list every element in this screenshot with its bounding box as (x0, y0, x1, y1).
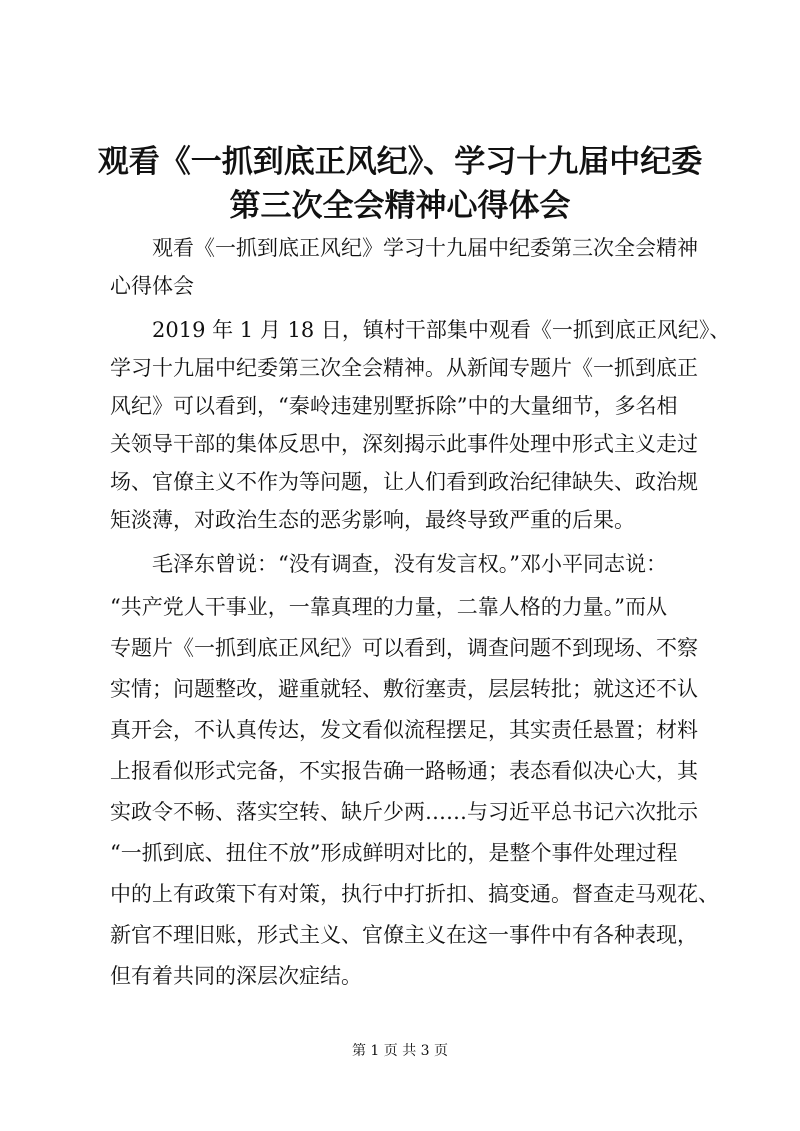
document-title-line-2: 第三次全会精神心得体会 (229, 188, 571, 224)
paragraph-line: 实政令不畅、落实空转、缺斤少两……与习近平总书记六次批示 (110, 800, 698, 824)
paragraph-line: 矩淡薄，对政治生态的恶劣影响，最终导致严重的后果。 (110, 508, 635, 532)
subtitle-line: 心得体会 (110, 274, 194, 298)
paragraph-line: 中的上有政策下有对策，执行中打折扣、搞变通。督查走马观花、 (110, 882, 719, 906)
paragraph-line: 风纪》可以看到，“秦岭违建别墅拆除”中的大量细节，多名相 (110, 394, 678, 418)
paragraph-line: 场、官僚主义不作为等问题，让人们看到政治纪律缺失、政治规 (110, 470, 698, 494)
paragraph-line: 上报看似形式完备，不实报告确一路畅通；表态看似决心大，其 (110, 759, 698, 783)
paragraph-line: 2019 年 1 月 18 日，镇村干部集中观看《一抓到底正风纪》、 (152, 318, 731, 342)
paragraph-line: 新官不理旧账，形式主义、官僚主义在这一事件中有各种表现， (110, 923, 698, 947)
paragraph-line: 实情；问题整改，避重就轻、敷衍塞责，层层转批；就这还不认 (110, 677, 698, 701)
paragraph-line: “一抓到底、扭住不放”形成鲜明对比的，是整个事件处理过程 (110, 841, 678, 865)
paragraph-line: 毛泽东曾说：“没有调查，没有发言权。”邓小平同志说： (152, 552, 667, 576)
paragraph-line: “共产党人干事业，一靠真理的力量，二靠人格的力量。”而从 (110, 595, 667, 619)
paragraph-line: 专题片《一抓到底正风纪》可以看到，调查问题不到现场、不察 (110, 636, 698, 660)
paragraph-line: 学习十九届中纪委第三次全会精神。从新闻专题片《一抓到底正 (110, 356, 698, 380)
paragraph-line: 但有着共同的深层次症结。 (110, 964, 362, 988)
paragraph-line: 关领导干部的集体反思中，深刻揭示此事件处理中形式主义走过 (110, 432, 698, 456)
page-number-footer: 第 1 页 共 3 页 (351, 1043, 449, 1059)
paragraph-line: 真开会，不认真传达，发文看似流程摆足，其实责任悬置；材料 (110, 718, 698, 742)
document-title-line-1: 观看《一抓到底正风纪》、学习十九届中纪委 (97, 144, 703, 180)
subtitle-line: 观看《一抓到底正风纪》学习十九届中纪委第三次全会精神 (152, 236, 698, 260)
